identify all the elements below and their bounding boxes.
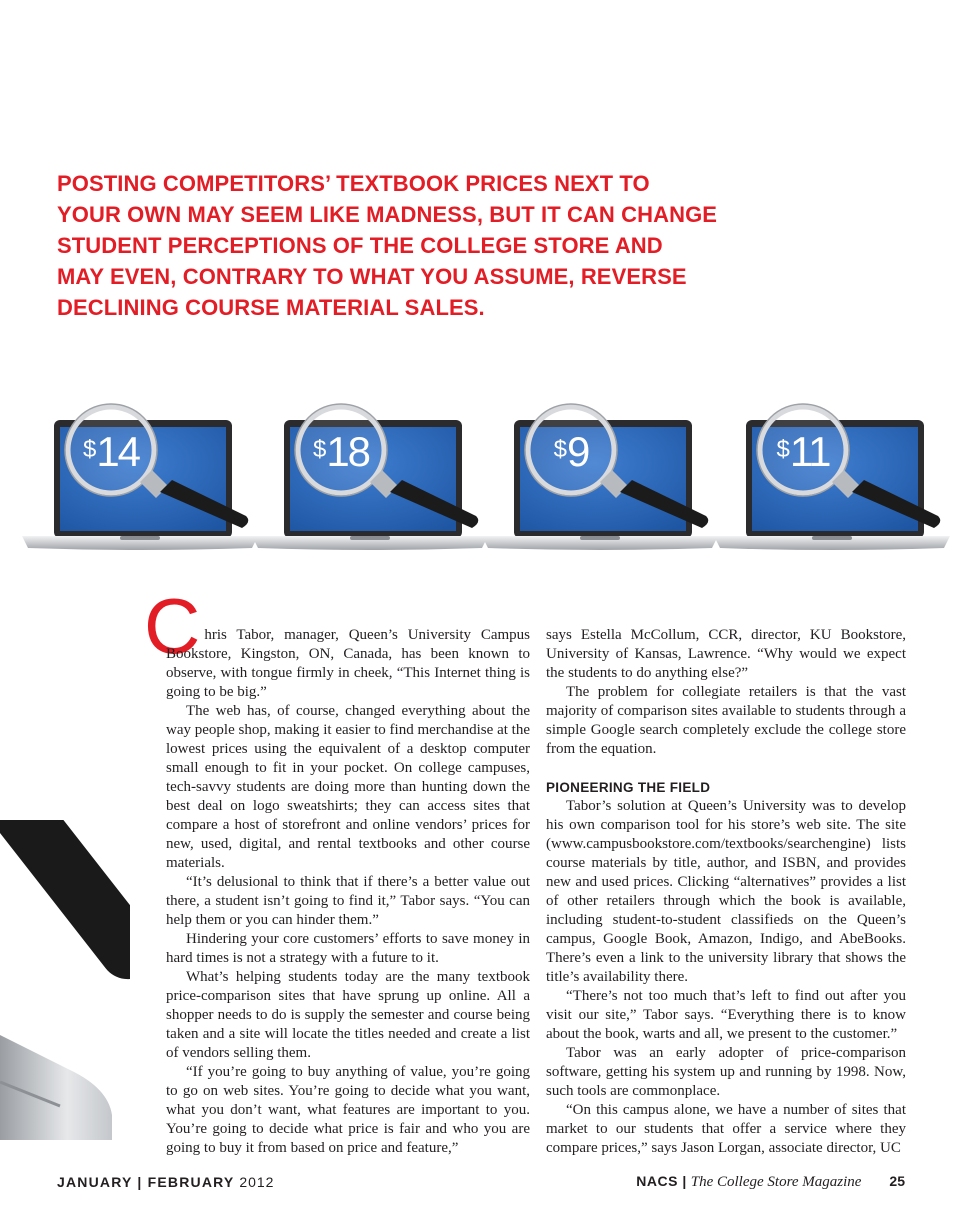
laptop-notch-shape	[580, 536, 620, 540]
paragraph: “On this campus alone, we have a number of sites that market to our students that offer a service where they compare prices,” says Jason Lorgan, associate director, UC	[546, 1102, 906, 1156]
laptop-1	[20, 400, 260, 560]
footer-issue: JANUARY | FEBRUARY	[57, 1174, 235, 1190]
price-amount: 11	[789, 428, 830, 475]
laptop-2	[250, 400, 490, 560]
laptop-graphic	[712, 400, 952, 560]
price-label	[298, 427, 384, 477]
paragraph: The problem for collegiate retailers is that the vast majority of comparison sites available to students through a simple Google search completely exclude the college store from the equation.	[546, 684, 906, 757]
headline-line: MAY EVEN, CONTRARY TO WHAT YOU ASSUME, REVERSE	[57, 264, 687, 289]
footer-year: 2012	[239, 1174, 275, 1190]
paragraph	[144, 582, 530, 702]
laptop-notch-shape	[350, 536, 390, 540]
magnifier-handle-shape	[0, 820, 130, 990]
price-currency: $	[82, 436, 97, 463]
paragraph: Hindering your core customers’ efforts to save money in hard times is not a strategy with a future to it.	[166, 931, 530, 966]
paragraph-text: hris Tabor, manager, Queen’s University Campus Bookstore, Kingston, ON, Canada, has been known to observe, with tongue firmly in cheek, “This Internet thing is going to be big.”	[166, 627, 530, 700]
paragraph: Tabor was an early adopter of price-comparison software, getting his system up and running by 1998. Now, such tools are commonplace.	[546, 1045, 906, 1099]
price-currency: $	[312, 436, 327, 463]
laptop-graphic	[250, 400, 490, 560]
article-column-2	[546, 626, 906, 1158]
price-amount: 18	[326, 428, 370, 475]
paragraph: “It’s delusional to think that if there’s a better value out there, a student isn’t going to find it,” Tabor says. “You can help them or you can hinder them.”	[166, 874, 530, 928]
section-subhead: PIONEERING THE FIELD	[546, 780, 711, 795]
price-label	[760, 427, 846, 477]
headline-line: POSTING COMPETITORS’ TEXTBOOK PRICES NEXT TO	[57, 171, 650, 196]
price-currency: $	[776, 436, 790, 463]
footer-issue-date	[57, 1174, 274, 1190]
laptop-illustration-row	[0, 400, 960, 560]
laptop-3	[480, 400, 720, 560]
paragraph: Tabor’s solution at Queen’s University was to develop his own comparison tool for his store’s web site. The site (www.campusbookstore.com/textbooks/searchengine) lists course materials by title, author, and ISBN, and provides new and used prices. Clicking “alternatives” provides a list of other retailers through which the book is available, including student-to-student classifieds on the Queen’s campus, Google Book, Amazon, Indigo, and AbeBooks. There’s even a link to the university library that shows the title’s availability there.	[546, 798, 906, 985]
price-amount: 14	[96, 428, 140, 475]
paragraph: “If you’re going to buy anything of value, you’re going to go on web sites. You’re going to decide what you want, what you don’t want, what features are important to you. You’re going to decide what price is fair and who you are going to buy it from based on price and feature,”	[166, 1064, 530, 1156]
laptop-graphic	[480, 400, 720, 560]
paragraph: “There’s not too much that’s left to find out after you visit our site,” Tabor says. “Everything there is to know about the book, warts and all, we present to the customer.”	[546, 988, 906, 1042]
laptop-graphic	[20, 400, 260, 560]
drop-cap: C	[144, 582, 201, 670]
paragraph: says Estella McCollum, CCR, director, KU Bookstore, University of Kansas, Lawrence. “Why would we expect the students to do anything else?”	[546, 627, 906, 681]
magnifier-laptop-decoration	[0, 820, 130, 1140]
paragraph: The web has, of course, changed everything about the way people shop, making it easier to find merchandise at the lowest prices using the equivalent of a desktop computer small enough to fit in your pocket. On college campuses, tech-savvy students are doing more than hunting down the best deal on logo sweatshirts; they can access sites that compare a host of storefront and online vendors’ prices for new, used, digital, and rental textbooks and other course materials.	[166, 703, 530, 871]
price-amount: 9	[567, 428, 589, 475]
headline	[57, 168, 817, 323]
price-currency: $	[553, 436, 567, 463]
page-number: 25	[889, 1173, 905, 1189]
laptop-notch-shape	[812, 536, 852, 540]
laptop-notch-shape	[120, 536, 160, 540]
footer-publication	[636, 1173, 905, 1191]
headline-line: STUDENT PERCEPTIONS OF THE COLLEGE STORE AND	[57, 233, 663, 258]
headline-line: DECLINING COURSE MATERIAL SALES.	[57, 295, 485, 320]
footer-magazine-title: The College Store Magazine	[690, 1174, 862, 1190]
footer-org: NACS |	[636, 1173, 687, 1189]
price-label	[68, 427, 154, 477]
article-column-1	[144, 582, 530, 1158]
paragraph: What’s helping students today are the many textbook price-comparison sites that have sprung up online. All a shopper needs to do is supply the semester and course being taken and a site will locate the titles needed and create a list of vendors selling them.	[166, 969, 530, 1061]
laptop-4	[712, 400, 952, 560]
headline-line: YOUR OWN MAY SEEM LIKE MADNESS, BUT IT CAN CHANGE	[57, 202, 718, 227]
price-label	[528, 427, 614, 477]
